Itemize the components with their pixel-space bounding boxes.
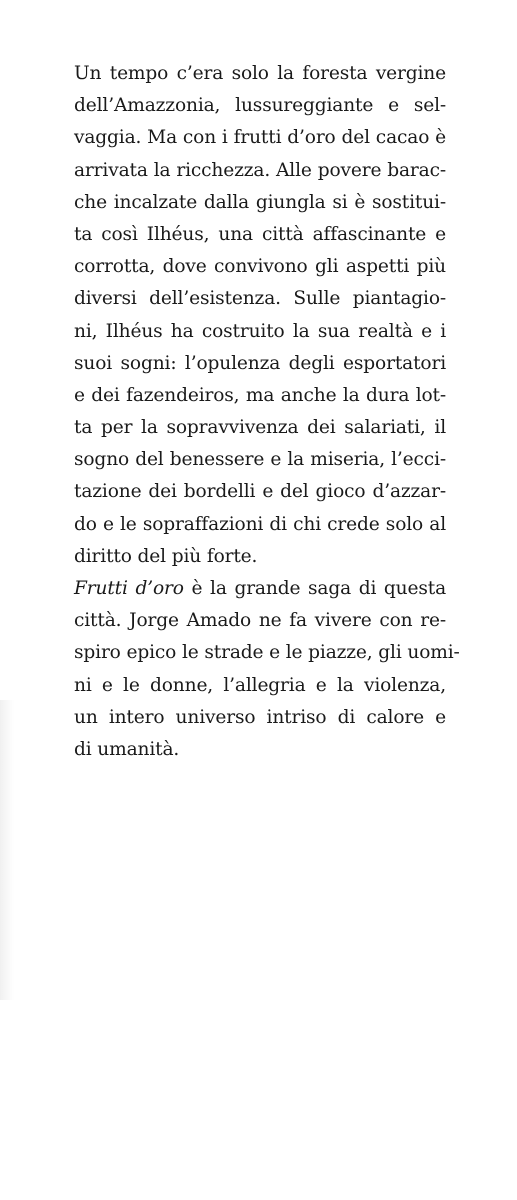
- text-line: Un tempo c’era solo la foresta vergine: [74, 63, 446, 84]
- book-title: Frutti d’oro: [74, 578, 184, 599]
- text-line: diritto del più forte.: [74, 545, 258, 567]
- text-line: spiro epico le strade e le piazze, gli uomi-: [74, 642, 460, 664]
- text-line: e dei fazendeiros, ma anche la dura lot-: [74, 384, 446, 406]
- paragraph-2: [74, 573, 460, 766]
- text-line: ta così Ilhéus, una città affascinante e: [74, 223, 446, 245]
- paragraph-1: [74, 58, 446, 573]
- text-line: ta per la sopravvivenza dei salariati, il: [74, 417, 446, 439]
- blurb-text: [74, 58, 460, 766]
- text-line: di umanità.: [74, 738, 180, 760]
- text-line: tazione dei bordelli e del gioco d’azzar-: [74, 481, 446, 503]
- text-line: un intero universo intriso di calore e: [74, 706, 446, 728]
- text-fragment: è la grande saga di questa: [183, 578, 447, 599]
- text-line: ni e le donne, l’allegria e la violenza,: [74, 674, 446, 696]
- text-line: do e le sopraffazioni di chi crede solo al: [74, 513, 446, 535]
- text-line: diversi dell’esistenza. Sulle piantagio-: [74, 288, 446, 310]
- text-line: ni, Ilhéus ha costruito la sua realtà e i: [74, 320, 446, 342]
- text-line: che incalzate dalla giungla si è sostitui-: [74, 191, 446, 213]
- text-line: arrivata la ricchezza. Alle povere barac-: [74, 159, 446, 181]
- text-line: vaggia. Ma con i frutti d’oro del cacao è: [74, 127, 446, 149]
- text-line: dell’Amazzonia, lussureggiante e sel-: [74, 95, 446, 117]
- text-line: sogno del benessere e la miseria, l’ecci-: [74, 449, 446, 471]
- page-edge-shadow: [0, 700, 14, 1000]
- text-line: suoi sogni: l’opulenza degli esportatori: [74, 352, 446, 374]
- text-line: corrotta, dove convivono gli aspetti più: [74, 256, 446, 278]
- text-line: città. Jorge Amado ne fa vivere con re-: [74, 610, 446, 632]
- text-line-with-title: [74, 573, 446, 605]
